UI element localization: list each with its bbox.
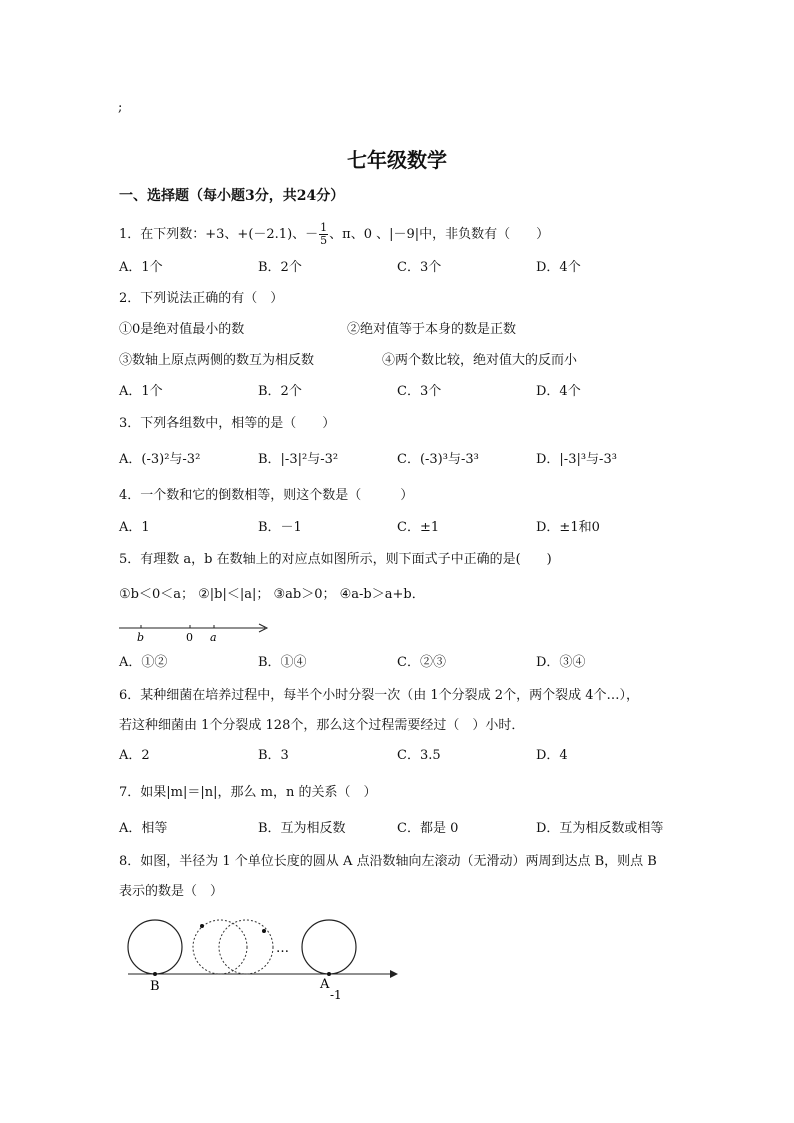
question-1-stem: [119, 222, 549, 247]
q8-marked-point-1: [200, 924, 204, 928]
q5-label-a: a: [210, 631, 217, 644]
q2-option-b: B．2个: [258, 384, 302, 399]
q5-option-d: D．③④: [536, 655, 586, 670]
question-4-stem: 4．一个数和它的倒数相等，则这个数是（ ）: [119, 488, 414, 503]
q8-axis-arrow: [390, 970, 398, 978]
q5-option-b: B．①④: [258, 655, 307, 670]
q8-point-a: [327, 972, 331, 976]
question-5-stem: 5．有理数 a，b 在数轴上的对应点如图所示，则下面式子中正确的是( ): [119, 552, 552, 567]
q2-statement-3: ③数轴上原点两侧的数互为相反数: [119, 353, 315, 368]
q6-option-a: A．2: [119, 748, 150, 763]
q8-marked-point-2: [262, 929, 266, 933]
q3-option-d: D．|-3|³与-3³: [536, 452, 617, 467]
q8-ellipsis: …: [276, 941, 289, 956]
q5-option-a: A．①②: [119, 655, 168, 670]
stray-mark: ;: [118, 100, 123, 115]
q1-frac-den: 5: [320, 234, 328, 247]
q2-statement-2: ②绝对值等于本身的数是正数: [347, 322, 517, 337]
q3-option-c: C．(-3)³与-3³: [397, 452, 479, 467]
section-heading-choice: 一、选择题（每小题3分，共24分）: [119, 188, 345, 204]
q4-option-c: C．±1: [397, 520, 440, 535]
question-8-stem-line-1: 8．如图，半径为 1 个单位长度的圆从 A 点沿数轴向左滚动（无滑动）两周到达点 B，则点 B: [119, 854, 657, 869]
q6-option-b: B．3: [258, 748, 289, 763]
q1-option-d: D．4个: [536, 260, 581, 275]
q6-option-d: D．4: [536, 748, 568, 763]
question-6-stem-line-1: 6．某种细菌在培养过程中，每半个小时分裂一次（由 1个分裂成 2个，两个裂成 4个…），: [119, 688, 639, 703]
q2-option-a: A．1个: [119, 384, 163, 399]
q4-option-b: B．－1: [258, 520, 302, 535]
q8-point-b: [153, 972, 157, 976]
q3-option-a: A．(-3)²与-3²: [119, 452, 201, 467]
q7-option-b: B．互为相反数: [258, 821, 346, 836]
q8-label-minus-one: -1: [330, 988, 342, 1002]
q1-fraction: [319, 222, 328, 247]
q7-option-a: A．相等: [119, 821, 168, 836]
q8-label-a: A: [320, 977, 330, 992]
q5-label-b: b: [137, 631, 145, 644]
q1-option-c: C．3个: [397, 260, 442, 275]
page-title: 七年级数学: [347, 148, 447, 172]
q2-statement-4: ④两个数比较，绝对值大的反而小: [382, 353, 578, 368]
q2-option-c: C．3个: [397, 384, 442, 399]
q8-rolling-circle-figure: [120, 912, 405, 1004]
q4-option-a: A．1: [119, 520, 150, 535]
q5-label-zero: 0: [186, 631, 193, 644]
q4-option-d: D．±1和0: [536, 520, 600, 535]
q7-option-d: D．互为相反数或相等: [536, 821, 664, 836]
q2-option-d: D．4个: [536, 384, 581, 399]
q1-stem-after: 、π、0 、|－9|中，非负数有（ ）: [329, 227, 550, 242]
q1-frac-num: 1: [320, 221, 328, 234]
q6-option-c: C．3.5: [397, 748, 441, 763]
question-8-stem-line-2: 表示的数是（ ）: [119, 884, 224, 899]
q7-option-c: C．都是 0: [397, 821, 459, 836]
q8-rolling-circle-1: [193, 920, 247, 974]
q2-statement-1: ①0是绝对值最小的数: [119, 322, 245, 337]
q8-circle-at-a: [302, 920, 356, 974]
question-2-stem: 2．下列说法正确的有（ ）: [119, 291, 284, 306]
q1-option-a: A．1个: [119, 260, 163, 275]
q8-rolling-circle-2: [219, 920, 273, 974]
q5-option-c: C．②③: [397, 655, 446, 670]
question-3-stem: 3．下列各组数中，相等的是（ ）: [119, 416, 336, 431]
q8-label-b: B: [150, 979, 160, 994]
q3-option-b: B．|-3|²与-3²: [258, 452, 339, 467]
q8-circle-at-b: [128, 920, 182, 974]
question-7-stem: 7．如果|m|＝|n|，那么 m，n 的关系（ ）: [119, 785, 377, 800]
q1-stem-before: 1．在下列数：+3、+(－2.1)、－: [119, 227, 319, 242]
q5-number-line-figure: [115, 616, 275, 644]
q1-option-b: B．2个: [258, 260, 302, 275]
q5-conditions: ①b＜0＜a； ②|b|＜|a|； ③ab＞0； ④a-b＞a+b．: [119, 587, 425, 602]
question-6-stem-line-2: 若这种细菌由 1个分裂成 128个，那么这个过程需要经过（ ）小时．: [119, 718, 525, 733]
